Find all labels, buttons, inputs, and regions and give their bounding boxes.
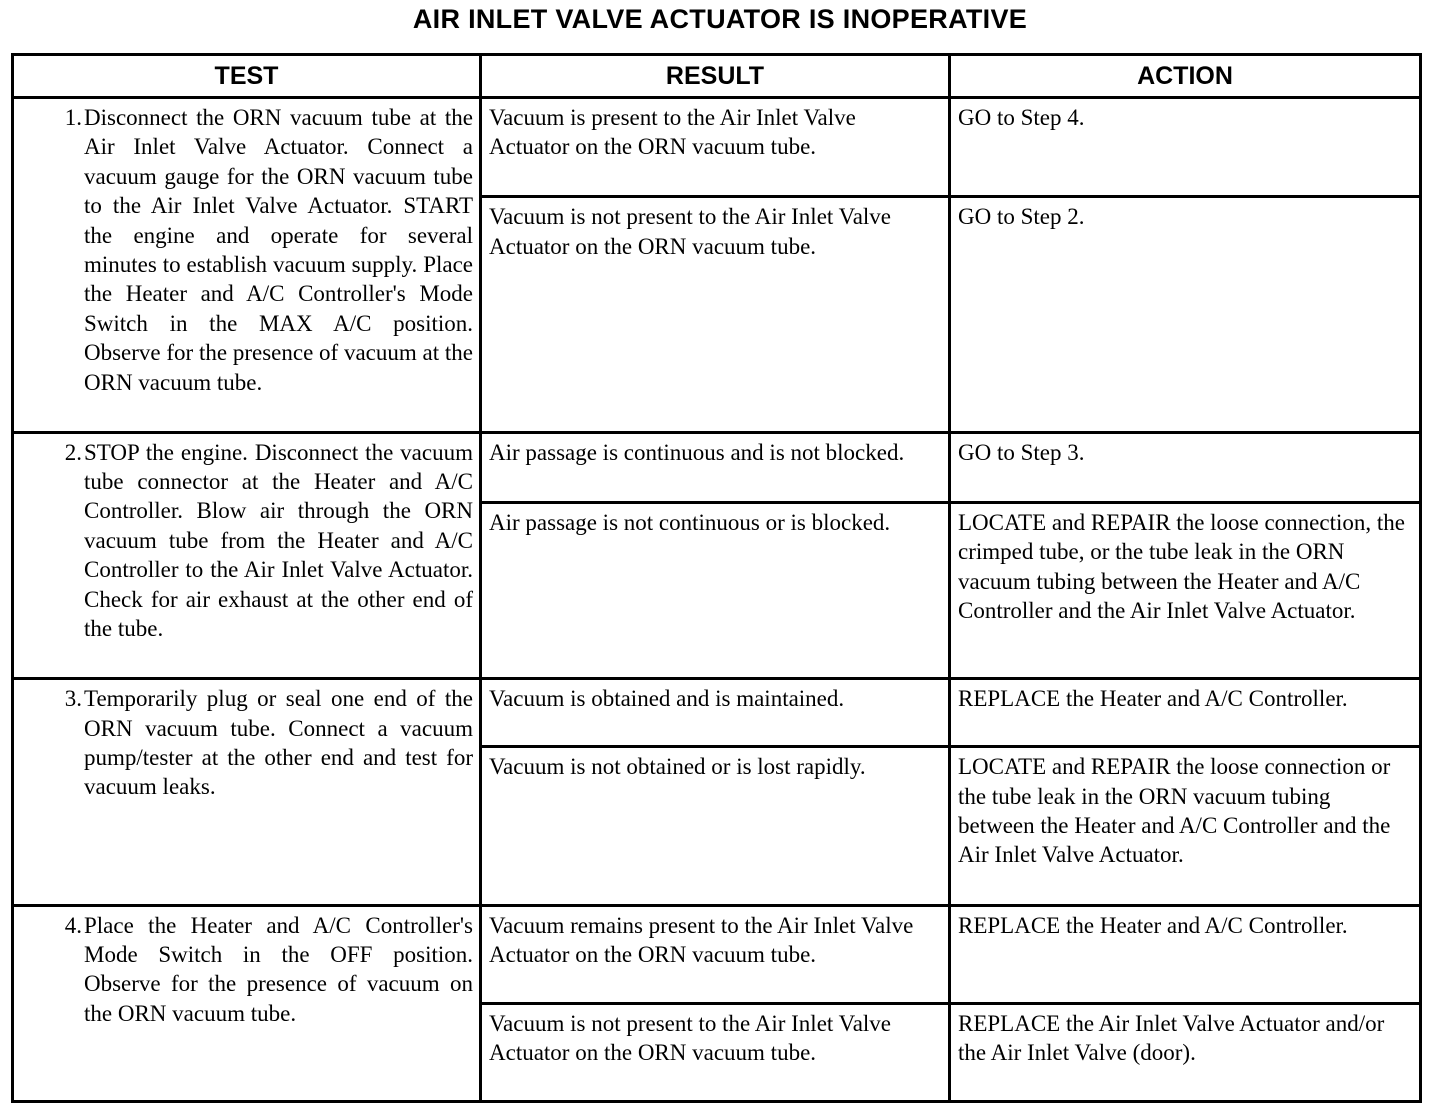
table-row [13,98,1421,197]
test-text: Disconnect the ORN vacuum tube at the Air Inlet Valve Actuator. Connect a vacuum gauge for the ORN vacuum tube to the Air Inlet Valve Actuator. START the engine and operate for several minutes to establish vacuum supply. Place the Heater and A/C Controller's Mode Switch in the MAX A/C position. Observe for the presence of vacuum at the ORN vacuum tube. [84,105,473,395]
page-title: AIR INLET VALVE ACTUATOR IS INOPERATIVE [412,4,1028,34]
action-text: REPLACE the Air Inlet Valve Actuator and/or the Air Inlet Valve (door). [958,1010,1385,1066]
action-cell [950,432,1421,502]
result-text: Air passage is not continuous or is blocked. [489,509,891,535]
result-cell [481,502,950,678]
test-cell-step-1 [13,98,481,433]
test-text: Temporarily plug or seal one end of the ORN vacuum tube. Connect a vacuum pump/tester at the other end and test for vacuum leaks. [84,686,473,800]
action-cell [950,197,1421,432]
action-text: REPLACE the Heater and A/C Controller. [958,912,1348,938]
action-text: LOCATE and REPAIR the loose connection, the crimped tube, or the tube leak in the ORN vacuum tubing between the Heater and A/C Controller and the Air Inlet Valve Actuator. [958,509,1405,623]
test-cell-step-3 [13,679,481,905]
action-text: LOCATE and REPAIR the loose connection or the tube leak in the ORN vacuum tubing between the Heater and A/C Controller and the Air Inlet Valve Actuator. [958,754,1391,868]
result-text: Vacuum is present to the Air Inlet Valve Actuator on the ORN vacuum tube. [489,105,856,160]
test-cell-step-2 [13,432,481,678]
result-text: Vacuum is not present to the Air Inlet Valve Actuator on the ORN vacuum tube. [489,1010,891,1066]
header-test: TEST [13,55,481,98]
action-cell [950,98,1421,197]
action-cell [950,1003,1421,1101]
action-text: GO to Step 3. [958,439,1085,465]
header-action: ACTION [950,55,1421,98]
action-text: GO to Step 2. [958,204,1085,230]
test-cell-step-4 [13,905,481,1101]
result-cell [481,905,950,1003]
step-number: 1. [64,105,82,130]
result-text: Vacuum is not present to the Air Inlet Valve Actuator on the ORN vacuum tube. [489,204,891,259]
action-cell [950,502,1421,678]
result-cell [481,432,950,502]
result-text: Vacuum is not obtained or is lost rapidly. [489,754,866,780]
table-row [13,679,1421,747]
result-cell [481,1003,950,1101]
result-cell [481,197,950,432]
diagnostic-table [11,53,1422,1103]
result-text: Vacuum is obtained and is maintained. [489,686,845,712]
result-cell [481,747,950,905]
table-row [13,432,1421,502]
header-result: RESULT [481,55,950,98]
test-text: STOP the engine. Disconnect the vacuum tube connector at the Heater and A/C Controller. Blow air through the ORN vacuum tube from the Heater and A/C Controller to the Air Inlet Valve Actuator. Check for air exhaust at the other end of the tube. [84,439,473,642]
step-number: 2. [64,439,82,465]
test-text: Place the Heater and A/C Controller's Mode Switch in the OFF position. Observe for the presence of vacuum on the ORN vacuum tube. [84,912,473,1026]
action-text: REPLACE the Heater and A/C Controller. [958,686,1348,712]
action-cell [950,747,1421,905]
result-cell [481,679,950,747]
header-row [13,55,1421,98]
table-row [13,905,1421,1003]
action-cell [950,679,1421,747]
step-number: 3. [64,686,82,712]
action-cell [950,905,1421,1003]
step-number: 4. [64,912,82,938]
result-cell [481,98,950,197]
result-text: Vacuum remains present to the Air Inlet Valve Actuator on the ORN vacuum tube. [489,912,914,967]
action-text: GO to Step 4. [958,105,1085,130]
result-text: Air passage is continuous and is not blocked. [489,439,905,465]
